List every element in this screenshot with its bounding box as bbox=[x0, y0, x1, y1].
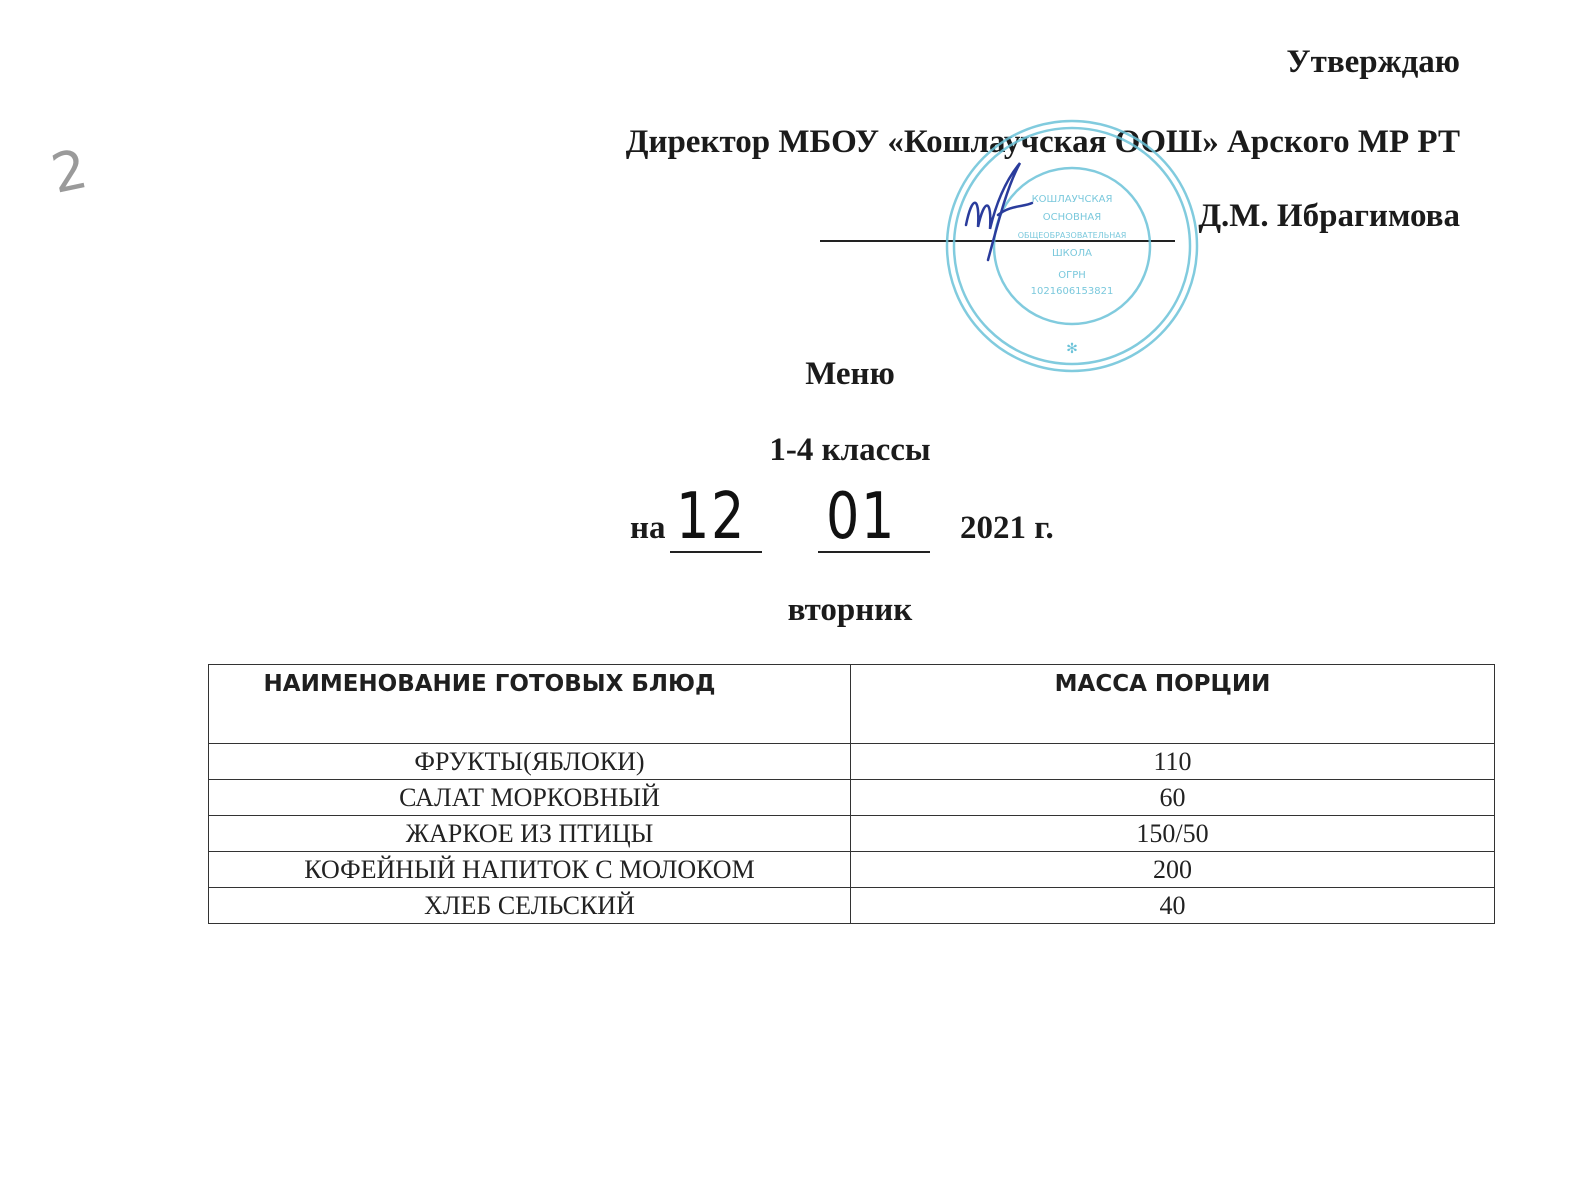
director-title: Директор МБОУ «Кошлаучская ООШ» Арского МР РТ bbox=[625, 124, 1460, 160]
header-portion-mass: МАССА ПОРЦИИ bbox=[851, 665, 1495, 744]
weekday: вторник bbox=[787, 592, 913, 628]
date-prefix: на bbox=[630, 510, 666, 546]
portion-mass: 60 bbox=[851, 780, 1495, 816]
stamp-line-4: ШКОЛА bbox=[1051, 248, 1093, 259]
portion-mass: 110 bbox=[851, 744, 1495, 780]
stamp-line-5: ОГРН bbox=[1058, 270, 1086, 281]
director-name: Д.М. Ибрагимова bbox=[1198, 198, 1460, 234]
table-row bbox=[209, 744, 1495, 780]
table-header-row bbox=[209, 665, 1495, 744]
date-day-line bbox=[670, 551, 762, 553]
menu-title: Меню bbox=[805, 356, 895, 392]
page-number: 2 bbox=[45, 137, 93, 206]
header-dish-name: НАИМЕНОВАНИЕ ГОТОВЫХ БЛЮД bbox=[209, 665, 851, 744]
classes-label: 1-4 классы bbox=[769, 432, 931, 468]
stamp-line-3: ОБЩЕОБРАЗОВАТЕЛЬНАЯ bbox=[1017, 231, 1127, 240]
portion-mass: 200 bbox=[851, 852, 1495, 888]
dish-name: САЛАТ МОРКОВНЫЙ bbox=[209, 780, 851, 816]
date-month-line bbox=[818, 551, 930, 553]
table-row bbox=[209, 780, 1495, 816]
stamp-line-2: ОСНОВНАЯ bbox=[1042, 212, 1102, 223]
portion-mass: 150/50 bbox=[851, 816, 1495, 852]
date-month: 01 bbox=[826, 480, 897, 554]
director-signature bbox=[958, 155, 1038, 265]
table-row bbox=[209, 852, 1495, 888]
table-row bbox=[209, 816, 1495, 852]
menu-table bbox=[208, 664, 1495, 924]
table-row bbox=[209, 888, 1495, 924]
stamp-line-1: КОШЛАУЧСКАЯ bbox=[1031, 194, 1113, 205]
date-year: 2021 г. bbox=[960, 510, 1054, 546]
dish-name: ЖАРКОЕ ИЗ ПТИЦЫ bbox=[209, 816, 851, 852]
dish-name: ФРУКТЫ(ЯБЛОКИ) bbox=[209, 744, 851, 780]
svg-text:✻: ✻ bbox=[1066, 341, 1078, 357]
date-day: 12 bbox=[676, 480, 747, 554]
dish-name: ХЛЕБ СЕЛЬСКИЙ bbox=[209, 888, 851, 924]
approve-heading: Утверждаю bbox=[1286, 44, 1460, 80]
stamp-line-6: 1021606153821 bbox=[1030, 286, 1114, 297]
dish-name: КОФЕЙНЫЙ НАПИТОК С МОЛОКОМ bbox=[209, 852, 851, 888]
portion-mass: 40 bbox=[851, 888, 1495, 924]
